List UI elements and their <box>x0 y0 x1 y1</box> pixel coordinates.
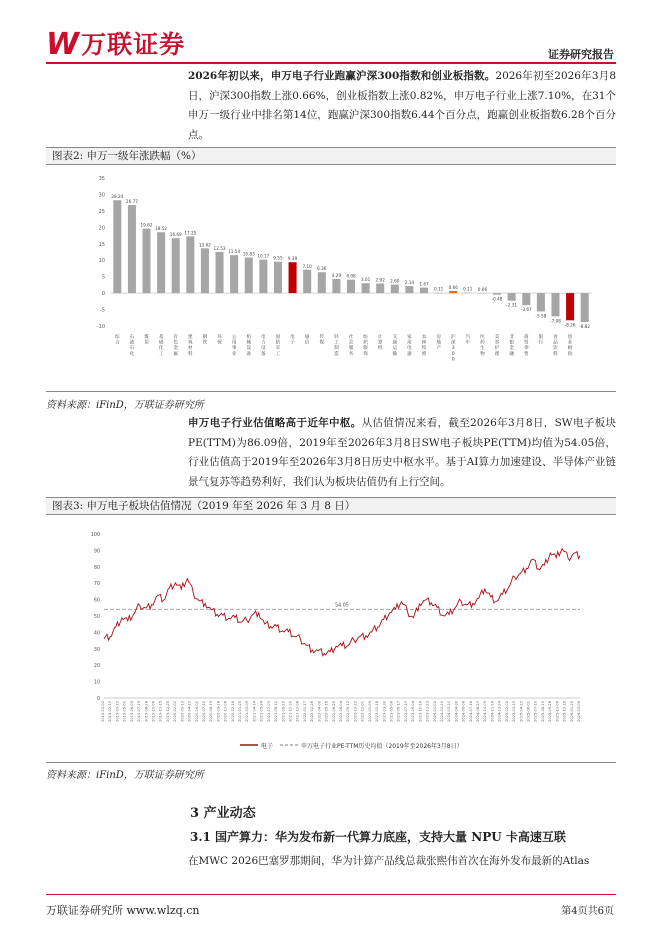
bar <box>581 293 589 322</box>
bar <box>551 293 559 316</box>
data-label: -7.08 <box>550 318 561 324</box>
bar <box>449 291 457 293</box>
x-tick-label: 2019-06-09 <box>129 701 134 722</box>
logo-text: 万联证券 <box>81 30 186 59</box>
legend-label-2: 申万电子行业PE-TTM历史均值（2019年至2026年3月8日） <box>301 743 463 750</box>
y-tick-label: 10 <box>98 258 105 265</box>
category-label: 沪深 3 0 0 <box>450 335 456 363</box>
data-label: 0.11 <box>433 286 444 292</box>
x-tick-label: 2022-01-17 <box>302 701 307 722</box>
y-tick-label: -5 <box>100 307 105 314</box>
footer-page-number: 第4页共6页 <box>561 906 614 917</box>
category-label: 综合 <box>114 335 120 346</box>
data-label: 28.24 <box>111 194 124 200</box>
bar-chart <box>80 168 600 386</box>
data-label: 17.25 <box>184 230 197 236</box>
data-label: -5.58 <box>535 313 547 319</box>
bar <box>186 236 194 293</box>
x-tick-label: 2023-11-23 <box>425 701 430 722</box>
x-tick-label: 2024-12-24 <box>497 701 502 722</box>
x-tick-label: 2022-04-06 <box>317 701 322 722</box>
data-label: 11.54 <box>228 249 241 255</box>
bar <box>274 262 282 293</box>
y-tick-label: 70 <box>93 582 100 588</box>
data-label: -8.82 <box>579 324 591 330</box>
x-tick-label: 2021-10-30 <box>288 701 293 722</box>
x-tick-label: 2023-06-17 <box>396 701 401 722</box>
category-label: 非银金融 <box>509 335 514 357</box>
category-label: 电子 <box>290 335 295 346</box>
bar <box>303 270 311 293</box>
bar <box>157 232 165 293</box>
data-label: 0.11 <box>463 286 473 292</box>
data-label: 7.10 <box>302 263 312 269</box>
x-tick-label: 2023-10-14 <box>418 701 423 722</box>
data-label: 26.77 <box>125 199 138 205</box>
y-tick-label: 90 <box>93 549 100 555</box>
bar <box>566 293 574 320</box>
x-tick-label: 2023-02-18 <box>375 701 380 722</box>
x-tick-label: 2024-03-21 <box>447 701 452 722</box>
category-label: 食品饮料 <box>553 335 558 357</box>
bar <box>289 262 297 293</box>
bar <box>245 257 253 293</box>
bar <box>128 205 136 293</box>
x-tick-label: 2025-07-10 <box>533 701 538 722</box>
x-tick-label: 2024-01-02 <box>432 701 437 722</box>
x-tick-label: 2020-04-22 <box>187 701 192 722</box>
x-tick-label: 2024-07-18 <box>468 701 473 722</box>
x-tick-label: 2025-04-22 <box>519 701 524 722</box>
x-tick-label: 2025-09-28 <box>548 701 553 722</box>
pe-series-line <box>104 549 580 656</box>
bar <box>376 284 384 294</box>
x-tick-label: 2021-05-24 <box>259 701 264 722</box>
bar <box>420 288 428 293</box>
x-tick-label: 2020-11-06 <box>223 701 228 722</box>
x-tick-label: 2021-08-11 <box>274 701 279 722</box>
category-label: 国防军工 <box>275 335 281 357</box>
data-label: 19.62 <box>140 222 153 228</box>
logo-mark: W <box>46 27 80 62</box>
x-tick-label: 2025-06-01 <box>526 701 531 722</box>
data-label: 2.92 <box>375 277 385 283</box>
footer-left: 万联证券研究所 www.wlzq.cn <box>46 904 200 917</box>
data-label: 13.62 <box>198 242 211 248</box>
bar <box>142 229 150 294</box>
data-label: 3.01 <box>360 277 371 283</box>
mean-label: 54.05 <box>335 603 349 609</box>
category-label: 创业板指 <box>567 335 573 357</box>
x-tick-label: 2019-02-10 <box>108 701 113 722</box>
category-label: 钢铁 <box>202 335 208 346</box>
x-tick-label: 2024-08-27 <box>476 701 481 722</box>
data-label: 12.53 <box>213 245 226 251</box>
x-tick-label: 2019-07-19 <box>137 701 142 722</box>
x-tick-label: 2024-06-08 <box>461 701 466 722</box>
y-tick-label: 10 <box>93 680 100 686</box>
x-tick-label: 2023-07-27 <box>403 701 408 722</box>
footer-divider <box>46 894 616 895</box>
x-tick-label: 2024-02-10 <box>439 701 444 722</box>
paragraph-1-lead: 2026年初以来，申万电子行业跑赢沪深300指数和创业板指数。 <box>188 70 496 82</box>
category-label: 计算机 <box>377 335 383 352</box>
category-label: 农林牧渔 <box>421 335 427 357</box>
x-tick-label: 2019-03-22 <box>115 701 120 722</box>
x-tick-label: 2020-02-02 <box>173 701 178 722</box>
category-label: 社会服务 <box>348 335 354 357</box>
category-label: 煤炭 <box>144 335 149 346</box>
y-tick-label: 50 <box>93 615 100 620</box>
data-label: 0.66 <box>448 284 458 290</box>
data-label: 9.39 <box>287 256 298 262</box>
figure-3-title-rule <box>46 514 616 515</box>
y-tick-label: 20 <box>93 664 100 670</box>
bar <box>391 285 399 294</box>
x-tick-label: 2021-09-20 <box>281 701 286 722</box>
x-tick-label: 2019-01-02 <box>101 701 105 722</box>
data-label: 1.67 <box>419 281 429 287</box>
data-label: -3.67 <box>520 307 532 313</box>
paragraph-1 <box>188 67 616 145</box>
figure-2-title-rule <box>46 164 616 165</box>
data-label: -2.31 <box>506 302 518 308</box>
category-label: 基础化工 <box>158 335 164 357</box>
line-chart <box>80 530 600 762</box>
x-tick-label: 2026-01-25 <box>569 701 574 722</box>
data-label: 2.60 <box>390 278 400 284</box>
data-label: 2.14 <box>404 280 415 286</box>
data-label: -0.48 <box>491 296 503 302</box>
y-tick-label: 20 <box>98 225 105 232</box>
bar <box>522 293 530 305</box>
data-label: 4.29 <box>331 273 342 279</box>
legend-label-1: 电子 <box>261 743 274 750</box>
x-tick-label: 2026-03-06 <box>577 701 581 722</box>
y-tick-label: 15 <box>98 241 105 248</box>
paragraph-1-body: 2026年初至2026年3月8日，沪深300指数上涨0.66%，创业板指数上涨0.82%，申万电子行业上涨7.10%，在31个申万一级行业中排名第14位，跑赢沪深300指数6.44个百分点，跑赢创业板指数6.28个百分点。 <box>188 70 617 141</box>
section-3-1-title: 3.1 国产算力：华为发布新一代算力底座，支持大量 NPU 卡高速互联 <box>190 830 566 844</box>
category-label: 石油石化 <box>129 335 135 357</box>
x-tick-label: 2023-09-04 <box>411 701 416 722</box>
x-tick-label: 2024-04-30 <box>454 701 459 722</box>
category-label: 建筑材料 <box>188 335 193 357</box>
data-label: 6.36 <box>317 266 327 272</box>
bar <box>435 293 443 294</box>
x-tick-label: 2022-02-26 <box>310 701 315 722</box>
paragraph-2 <box>188 414 616 492</box>
data-label: 9.55 <box>273 255 283 261</box>
y-tick-label: 0 <box>101 291 105 298</box>
data-label: -8.26 <box>564 322 576 328</box>
bar <box>537 293 545 311</box>
x-tick-label: 2025-03-13 <box>512 701 517 722</box>
y-tick-label: 0 <box>96 697 100 702</box>
category-label: 银行 <box>538 335 544 346</box>
category-label: 房地产 <box>436 335 441 352</box>
x-tick-label: 2020-06-01 <box>194 701 199 722</box>
data-label: 18.52 <box>155 226 168 232</box>
x-tick-label: 2022-09-12 <box>346 701 351 722</box>
y-tick-label: 30 <box>98 192 105 199</box>
x-tick-label: 2022-06-25 <box>331 701 336 722</box>
figure-3-source: 资料来源：iFinD，万联证券研究所 <box>46 770 204 781</box>
x-tick-label: 2020-03-13 <box>180 701 185 722</box>
paragraph-2-body: 从估值情况来看，截至2026年3月8日，SW电子板块PE(TTM)为86.09倍，2019年至2026年3月8日SW电子板块PE(TTM)均值为54.05倍，行业估值高于2019年至2026年3月8日历史中枢水平。基于AI算力加速建设、半导体产业链景气复苏等趋势利好，我们认为板块估值仍有上行空间。 <box>188 417 616 488</box>
data-label: 10.83 <box>242 251 255 257</box>
x-tick-label: 2020-08-19 <box>209 701 214 722</box>
paragraph-3: 在MWC 2026巴塞罗那期间，华为计算产品线总裁张熙伟首次在海外发布最新的Atlas <box>188 855 590 867</box>
section-3-title: 3 产业动态 <box>190 806 256 821</box>
figure-2-title: 图表2: 申万一级年涨跌幅（%） <box>46 148 616 164</box>
bar <box>201 248 209 293</box>
figure-3-bottom-rule <box>46 762 616 763</box>
category-label: 传媒 <box>319 335 325 346</box>
data-label: 4.08 <box>346 273 356 279</box>
data-label: 16.69 <box>169 232 182 238</box>
x-tick-label: 2021-01-25 <box>238 701 243 722</box>
x-tick-label: 2019-11-15 <box>158 701 163 722</box>
category-label: 商贸零售 <box>523 335 529 357</box>
x-tick-label: 2023-03-30 <box>382 701 387 722</box>
x-tick-label: 2021-04-14 <box>252 701 257 722</box>
category-label: 美容护理 <box>494 335 500 357</box>
bar <box>318 272 326 293</box>
y-tick-label: 5 <box>101 274 105 281</box>
y-tick-label: 40 <box>93 631 100 637</box>
category-label: 汽车 <box>465 335 471 346</box>
paragraph-2-lead: 申万电子行业估值略高于近年中枢。 <box>188 417 362 429</box>
category-label: 公用事业 <box>231 335 237 357</box>
x-tick-label: 2024-11-14 <box>490 701 495 722</box>
y-tick-label: 100 <box>90 533 100 538</box>
category-label: 家用电器 <box>407 335 412 357</box>
figure-2-source: 资料来源：iFinD，万联证券研究所 <box>46 400 204 411</box>
data-label: 0.06 <box>477 286 488 292</box>
category-label: 机械设备 <box>246 335 252 357</box>
category-label: 纺织服饰 <box>363 335 368 357</box>
x-tick-label: 2020-09-28 <box>216 701 221 722</box>
bar <box>259 260 267 293</box>
x-tick-label: 2025-11-06 <box>555 701 560 722</box>
figure-2-bottom-rule <box>46 391 616 392</box>
bar <box>478 293 486 294</box>
category-label: 环保 <box>217 335 222 346</box>
x-tick-label: 2023-01-09 <box>367 701 372 722</box>
x-tick-label: 2019-12-25 <box>165 701 170 722</box>
x-tick-label: 2022-10-22 <box>353 701 358 722</box>
figure-3-title: 图表3: 申万电子板块估值情况（2019 年至 2026 年 3 月 8 日） <box>46 498 616 514</box>
x-tick-label: 2025-02-02 <box>504 701 509 722</box>
x-tick-label: 2022-12-01 <box>360 701 365 722</box>
y-tick-label: 30 <box>93 647 100 653</box>
y-tick-label: 25 <box>98 208 105 215</box>
x-tick-label: 2019-10-06 <box>151 701 156 722</box>
x-tick-label: 2021-07-03 <box>266 701 271 722</box>
category-label: 交通运输 <box>392 335 398 357</box>
bar <box>464 293 472 294</box>
category-label: 轻工制造 <box>334 335 339 357</box>
bar <box>332 279 340 293</box>
doc-type: 证券研究报告 <box>548 48 614 61</box>
bar <box>216 252 224 293</box>
bar <box>493 293 501 295</box>
x-tick-label: 2021-12-08 <box>295 701 300 722</box>
x-tick-label: 2019-05-01 <box>122 701 127 722</box>
bar <box>113 200 121 293</box>
x-tick-label: 2019-08-28 <box>144 701 149 722</box>
x-tick-label: 2025-08-19 <box>540 701 545 722</box>
brand-logo <box>46 27 186 62</box>
bar <box>362 283 370 293</box>
bar <box>405 286 413 293</box>
y-tick-label: 35 <box>98 176 105 182</box>
x-tick-label: 2022-05-16 <box>324 701 329 722</box>
y-tick-label: 60 <box>93 598 100 604</box>
x-tick-label: 2025-12-16 <box>562 701 567 722</box>
x-tick-label: 2020-12-16 <box>230 701 235 722</box>
category-label: 医药生物 <box>480 335 485 357</box>
y-tick-label: 80 <box>93 565 100 571</box>
x-tick-label: 2023-05-08 <box>389 701 394 722</box>
category-label: 通信 <box>304 335 310 346</box>
header-divider <box>46 62 616 64</box>
bar <box>230 255 238 293</box>
category-label: 电力设备 <box>261 335 266 357</box>
x-tick-label: 2020-07-10 <box>201 701 206 722</box>
x-tick-label: 2021-03-05 <box>245 701 250 722</box>
y-tick-label: -10 <box>96 324 105 330</box>
x-tick-label: 2024-10-05 <box>483 701 488 722</box>
bar <box>508 293 516 301</box>
bar <box>172 238 180 293</box>
category-label: 有色金属 <box>173 335 179 357</box>
data-label: 10.17 <box>257 253 270 259</box>
bar <box>347 280 355 293</box>
x-tick-label: 2022-08-04 <box>339 701 343 722</box>
